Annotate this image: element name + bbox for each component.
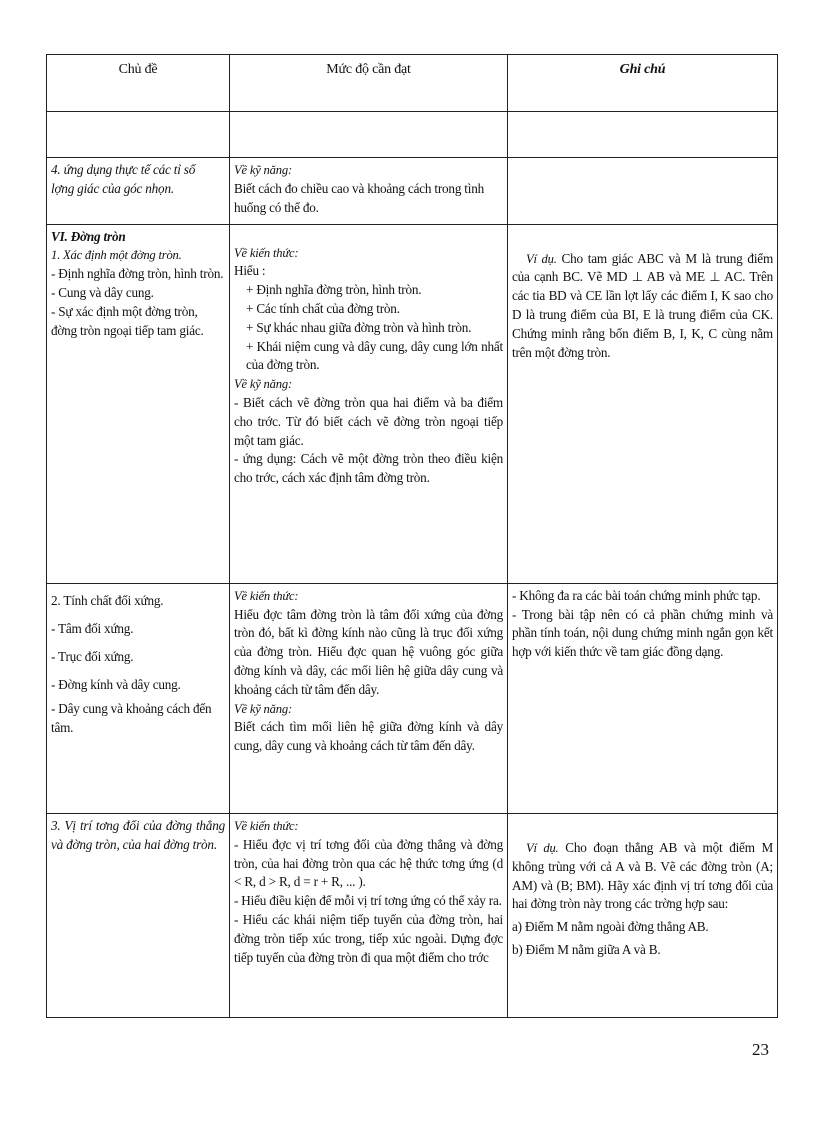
notes-cell — [508, 814, 778, 1018]
level-text: + Sự khác nhau giữa đờng tròn và hình tròn. — [246, 319, 472, 335]
topic-line: 3. Vị trí tơng đối của đờng thẳng và đờng tròn, của hai đờng tròn. — [51, 818, 225, 852]
page-number: 23 — [752, 1040, 769, 1059]
level-text: - Biết cách vẽ đờng tròn qua hai điểm và ba điểm cho trớc. Từ đó biết cách vẽ đờng tròn ngoại tiếp một tam giác. — [234, 394, 503, 448]
example-text: Cho tam giác ABC và M là trung điểm của cạnh BC. Vẽ MD ⊥ AB và ME ⊥ AC. Trên các tia BD và CE lần lợt lấy các điểm I, K sao cho D là trung điểm của BI, E là trung điểm của CK. Chứng minh rằng bốn điểm B, I, K, C cùng nằm trên một đờng tròn. — [512, 250, 773, 360]
example-case: b) Điểm M nằm giữa A và B. — [512, 942, 661, 958]
empty-row — [47, 111, 778, 157]
topic-cell — [47, 583, 230, 813]
spacer — [512, 817, 773, 839]
header-notes: Ghi chú — [508, 55, 778, 112]
curriculum-table — [46, 54, 778, 1018]
notes-cell — [508, 224, 778, 583]
knowledge-heading: Về kiến thức: — [234, 819, 299, 834]
spacer — [512, 228, 773, 250]
empty-cell — [508, 111, 778, 157]
topic-cell — [47, 814, 230, 1018]
level-text: + Định nghĩa đờng tròn, hình tròn. — [246, 282, 422, 298]
level-cell — [230, 583, 508, 813]
level-text: + Các tính chất của đờng tròn. — [246, 300, 400, 316]
notes-cell — [508, 157, 778, 224]
header-level: Mức độ cần đạt — [230, 55, 508, 112]
level-text: Hiểu : — [234, 263, 266, 279]
topic-line: - Định nghĩa đờng tròn, hình tròn. — [51, 266, 224, 282]
example-text: Cho đoạn thẳng AB và một điểm M không trùng với cả A và B. Vẽ các đờng tròn (A; AM) và (B; BM). Hãy xác định vị trí tơng đối của hai đờng tròn này trong các trờng hợp sau: — [512, 840, 773, 912]
note-line: - Không đa ra các bài toán chứng minh phức tạp. — [512, 587, 761, 603]
level-cell — [230, 157, 508, 224]
level-text: - Hiểu đợc vị trí tơng đối của đờng thẳng và đờng tròn, của hai đờng tròn qua các hệ thức tơng ứng (d < R, d > R, d = r + R, ... ). — [234, 836, 503, 890]
level-text: Biết cách đo chiều cao và khoảng cách trong tình huống có thể đo. — [234, 180, 485, 215]
knowledge-heading: Về kiến thức: — [234, 245, 299, 260]
table-row — [47, 224, 778, 583]
table-row — [47, 814, 778, 1018]
example-label: Ví dụ. — [526, 841, 559, 856]
level-cell — [230, 224, 508, 583]
section-title: VI. Đờng tròn — [51, 228, 126, 244]
header-topic: Chủ đề — [47, 55, 230, 112]
topic-line: 2. Tính chất đối xứng. — [51, 592, 164, 608]
knowledge-heading: Về kiến thức: — [234, 588, 299, 603]
note-line: - Trong bài tập nên có cả phần chứng minh và phần tính toán, nội dung chứng minh ngắn gọn kết hợp với kiến thức về tam giác đồng dạng. — [512, 606, 773, 660]
example-label: Ví dụ. — [526, 251, 557, 266]
empty-cell — [47, 111, 230, 157]
topic-cell — [47, 224, 230, 583]
level-text: + Khái niệm cung và dây cung, dây cung lớn nhất của đờng tròn. — [246, 338, 503, 373]
skill-heading: Về kỹ năng: — [234, 377, 292, 392]
topic-line: - Sự xác định một đờng tròn, đờng tròn ngoại tiếp tam giác. — [51, 303, 204, 338]
topic-line: - Dây cung và khoảng cách đến tâm. — [51, 700, 212, 735]
table-row — [47, 157, 778, 224]
table-row — [47, 583, 778, 813]
topic-line: 1. Xác định một đờng tròn. — [51, 248, 182, 263]
topic-line: lợng giác của góc nhọn. — [51, 180, 174, 196]
level-text: - Hiểu điều kiện để mỗi vị trí tơng ứng có thể xảy ra. — [234, 893, 502, 909]
level-text: Hiểu đợc tâm đờng tròn là tâm đối xứng của đờng tròn đó, bất kì đờng kính nào cũng là trục đối xứng của đờng tròn. Hiểu đợc quan hệ vuông góc giữa đờng kính và dây, các mối liên hệ giữa dây cung và khoảng cách từ tâm đến dây. — [234, 606, 503, 697]
topic-cell — [47, 157, 230, 224]
topic-line: 4. ứng dụng thực tế các tỉ số — [51, 161, 196, 177]
skill-heading: Về kỹ năng: — [234, 162, 292, 177]
example-case: a) Điểm M nằm ngoài đờng thẳng AB. — [512, 919, 709, 935]
level-text: Biết cách tìm mối liên hệ giữa đờng kính và dây cung, dây cung và khoảng cách từ tâm đến dây. — [234, 719, 503, 754]
skill-heading: Về kỹ năng: — [234, 701, 292, 716]
notes-cell — [508, 583, 778, 813]
header-row — [47, 55, 778, 112]
level-cell — [230, 814, 508, 1018]
topic-line: - Cung và dây cung. — [51, 284, 154, 300]
level-text: - Hiểu các khái niệm tiếp tuyến của đờng tròn, hai đờng tròn tiếp xúc trong, tiếp xúc ngoài. Dựng đợc tiếp tuyến của đờng tròn đi qua một điểm cho trớc — [234, 912, 503, 965]
topic-line: - Trục đối xứng. — [51, 648, 134, 664]
topic-line: - Tâm đối xứng. — [51, 620, 134, 636]
empty-cell — [230, 111, 508, 157]
level-text: - ứng dụng: Cách vẽ một đờng tròn theo điều kiện cho trớc, cách xác định tâm đờng tròn. — [234, 451, 503, 486]
topic-line: - Đờng kính và dây cung. — [51, 676, 181, 692]
